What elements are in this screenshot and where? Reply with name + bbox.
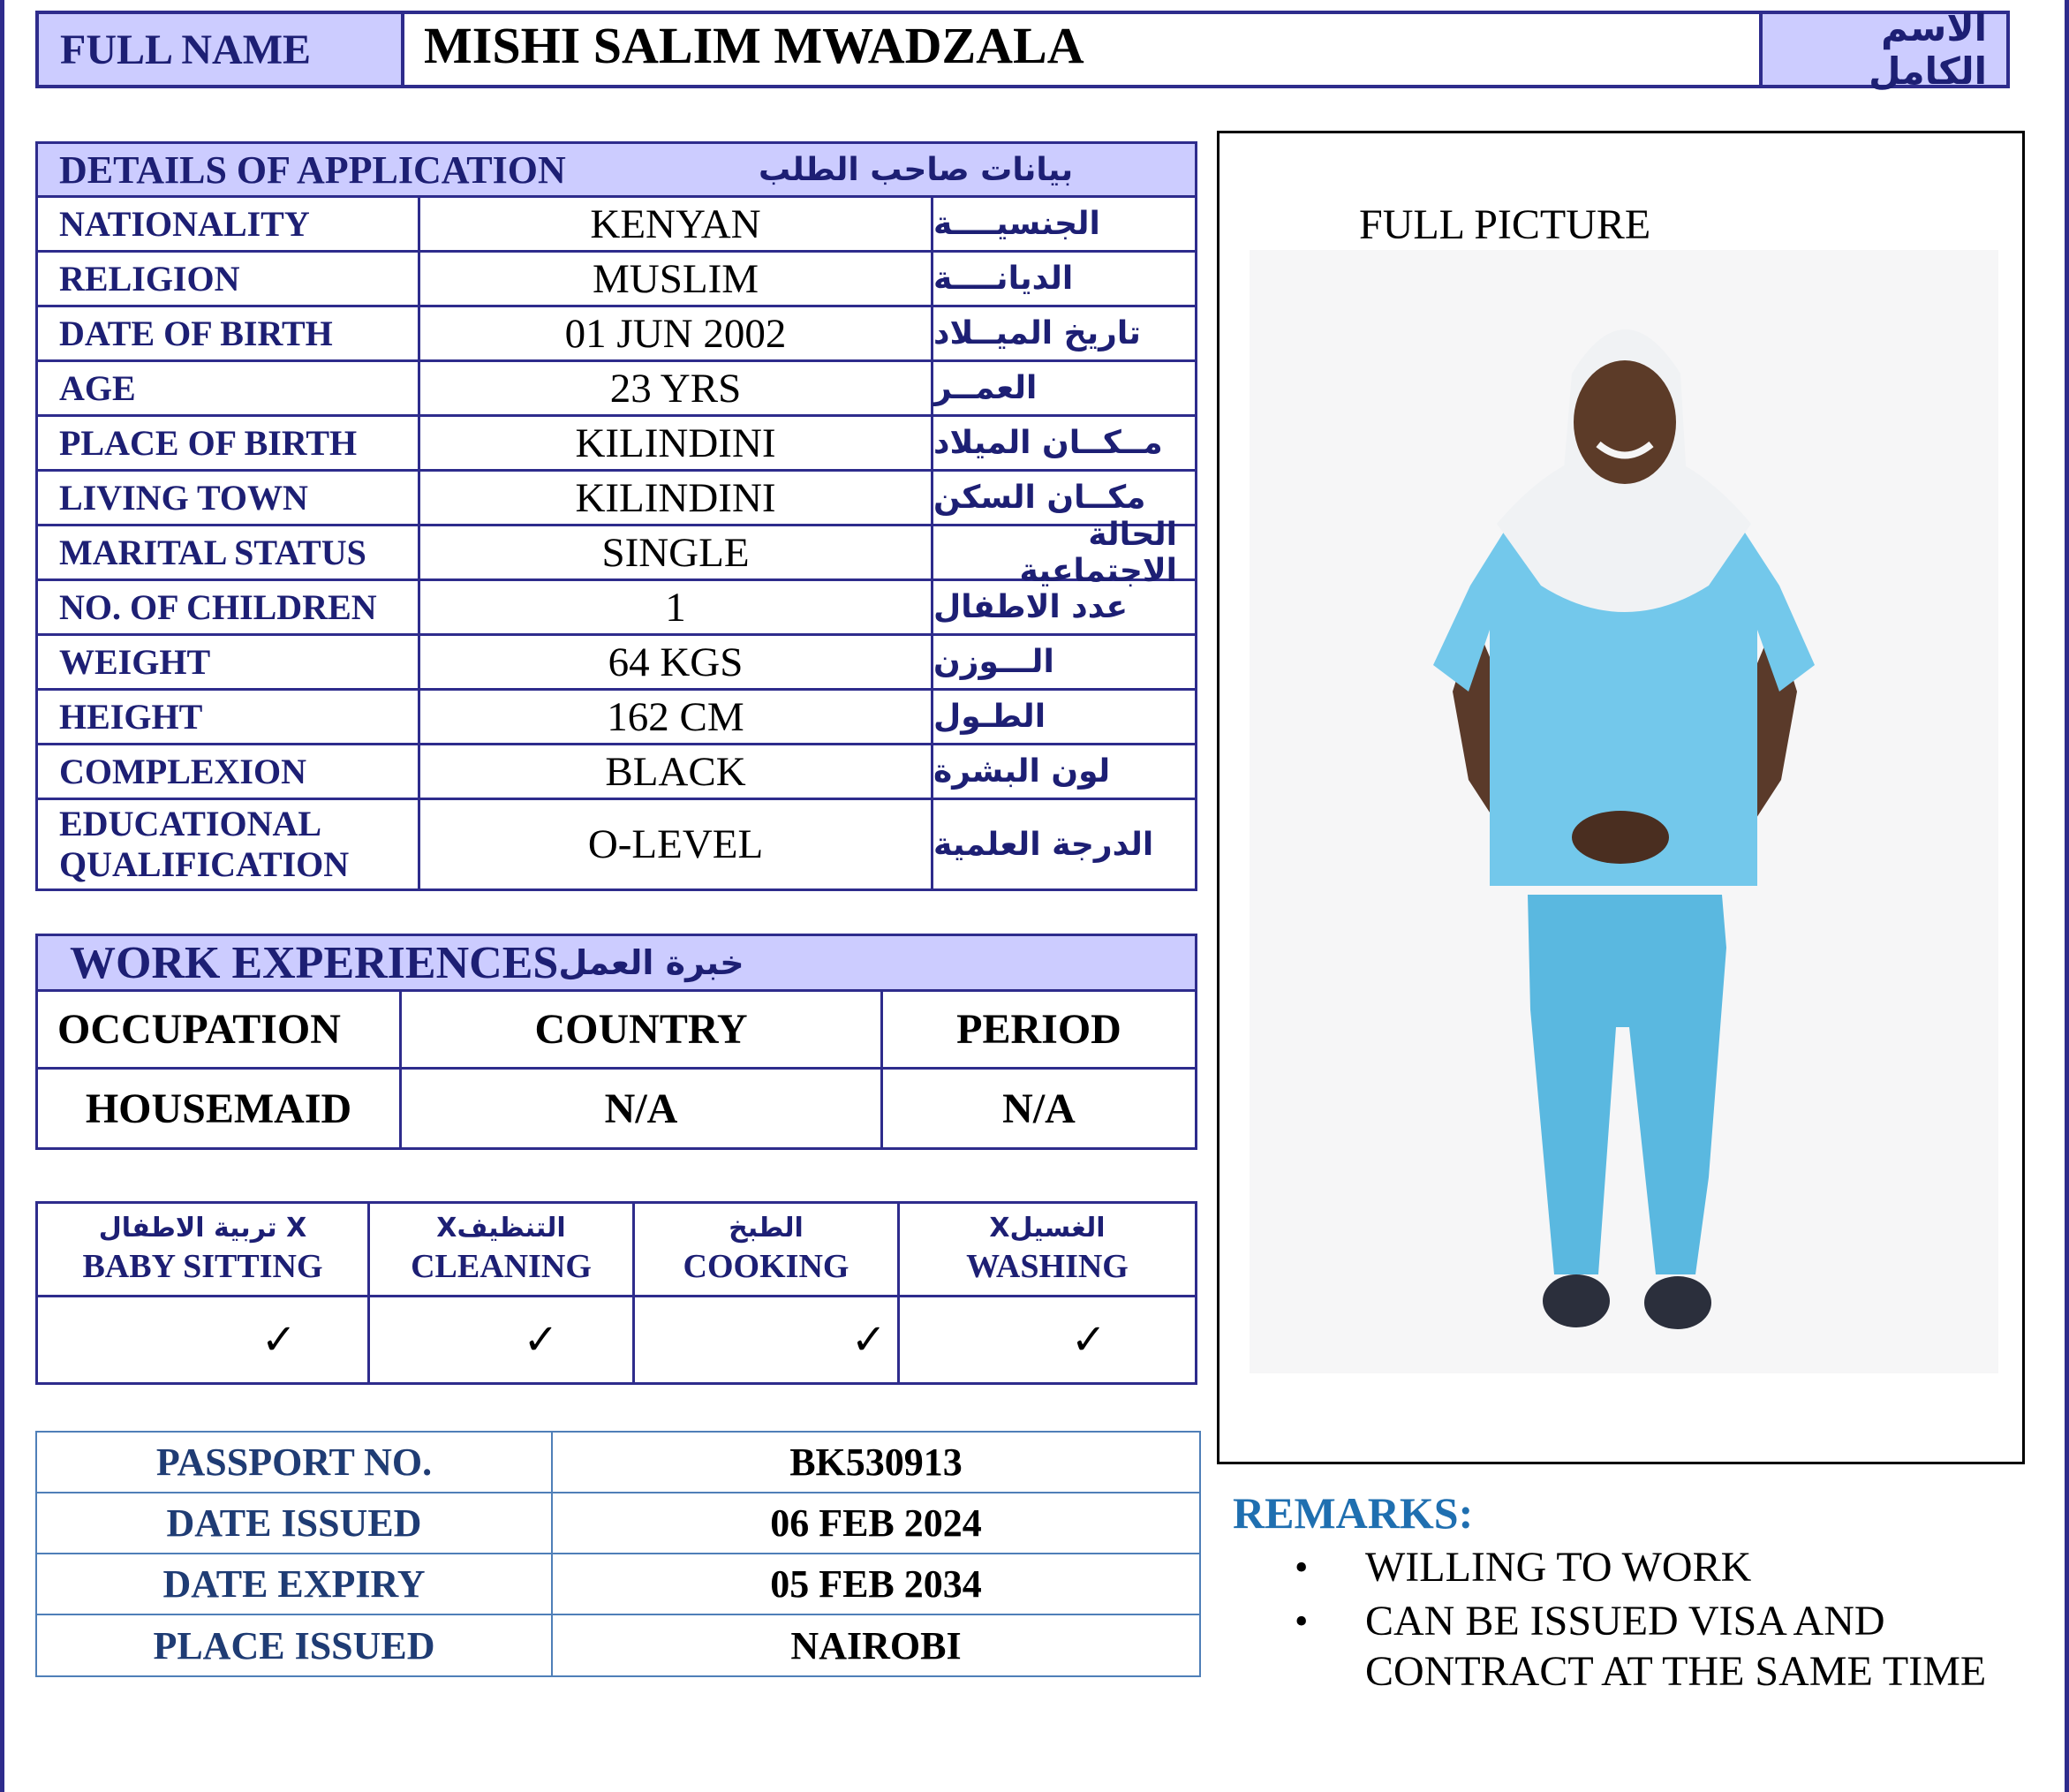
- details-row-children: [38, 581, 1195, 636]
- remarks-title: REMARKS:: [1233, 1488, 1474, 1538]
- details-value: O-LEVEL: [420, 800, 933, 888]
- skill-baby-sitting: [38, 1204, 370, 1295]
- check-icon: ✓: [38, 1297, 370, 1382]
- details-row-complexion: [38, 745, 1195, 800]
- details-row-place-of-birth: [38, 417, 1195, 472]
- work-experience-table: [35, 934, 1197, 1150]
- skill-cooking: [635, 1204, 900, 1295]
- details-label: AGE: [38, 362, 420, 414]
- work-title: WORK EXPERIENCES: [70, 937, 559, 988]
- details-row-age: [38, 362, 1195, 417]
- work-header-period: PERIOD: [956, 1006, 1121, 1053]
- details-table: [35, 141, 1197, 891]
- details-value: 01 JUN 2002: [420, 307, 933, 359]
- work-header-occupation: OCCUPATION: [38, 992, 402, 1067]
- details-value: KILINDINI: [420, 472, 933, 524]
- details-label-ar: لون البشرة: [933, 753, 1111, 790]
- details-row-religion: [38, 253, 1195, 307]
- details-label: WEIGHT: [38, 636, 420, 688]
- passport-row: [37, 1493, 1199, 1554]
- details-title-ar: بيانات صاحب الطلب: [759, 151, 1074, 188]
- details-label-ar: الـــوزن: [933, 644, 1054, 680]
- details-value: 1: [420, 581, 933, 633]
- skill-label: CLEANING: [411, 1248, 592, 1285]
- details-label-ar: مكــان السكن: [933, 480, 1146, 516]
- skill-label-ar: الغسيلX: [989, 1213, 1106, 1244]
- passport-row: [37, 1433, 1199, 1493]
- details-label-ar: تاريخ الميــلاد: [933, 315, 1141, 352]
- details-value: KENYAN: [420, 198, 933, 250]
- person-figure-icon: [1250, 250, 1998, 1373]
- work-occupation: HOUSEMAID: [38, 1070, 402, 1147]
- details-label-ar: عدد الاطفال: [933, 589, 1129, 625]
- photo-label: FULL PICTURE: [1359, 201, 1651, 248]
- details-value: 64 KGS: [420, 636, 933, 688]
- remark-item: • CAN BE ISSUED VISA AND CONTRACT AT THE SAME TIME: [1295, 1596, 2054, 1697]
- passport-row: [37, 1615, 1199, 1675]
- remark-item: • WILLING TO WORK: [1295, 1542, 2054, 1592]
- full-name-label: FULL NAME: [39, 14, 404, 85]
- passport-value: BK530913: [789, 1440, 963, 1484]
- details-label-ar: الدرجة العلمية: [933, 826, 1154, 863]
- work-period: N/A: [1002, 1085, 1076, 1132]
- details-value: 23 YRS: [420, 362, 933, 414]
- check-icon: ✓: [370, 1297, 635, 1382]
- skills-table: [35, 1201, 1197, 1385]
- full-name-value: MISHI SALIM MWADZALA: [424, 16, 1084, 74]
- details-row-marital-status: [38, 516, 1195, 589]
- details-label: NATIONALITY: [38, 198, 420, 250]
- details-label: NO. OF CHILDREN: [38, 581, 420, 633]
- details-row-height: [38, 691, 1195, 745]
- details-label: COMPLEXION: [38, 745, 420, 798]
- skill-washing: [900, 1204, 1195, 1295]
- details-label: [38, 800, 420, 888]
- details-label: HEIGHT: [38, 691, 420, 743]
- check-icon: ✓: [1070, 1317, 1106, 1364]
- details-row-weight: [38, 636, 1195, 691]
- skill-label: WASHING: [966, 1248, 1129, 1285]
- passport-value: 05 FEB 2034: [770, 1562, 982, 1606]
- skills-labels-row: [38, 1204, 1195, 1297]
- passport-table: [35, 1431, 1201, 1677]
- details-value: MUSLIM: [420, 253, 933, 305]
- details-label-line2: QUALIFICATION: [59, 844, 350, 884]
- work-column-headers: [38, 992, 1195, 1070]
- work-title-ar: خبرة العمل: [558, 943, 744, 982]
- details-label-ar: الطـول: [933, 699, 1046, 735]
- details-value: SINGLE: [420, 526, 933, 578]
- details-value: KILINDINI: [420, 417, 933, 469]
- skill-label: BABY SITTING: [82, 1248, 323, 1285]
- details-header: [38, 144, 1195, 198]
- details-label: MARITAL STATUS: [38, 526, 420, 578]
- passport-label: DATE EXPIRY: [37, 1554, 553, 1614]
- details-label-ar: مــكــان الميلاد: [933, 425, 1163, 461]
- details-label: DATE OF BIRTH: [38, 307, 420, 359]
- passport-value: NAIROBI: [790, 1623, 962, 1667]
- passport-label: PLACE ISSUED: [37, 1615, 553, 1675]
- skill-label: COOKING: [683, 1248, 849, 1285]
- work-country: N/A: [402, 1070, 883, 1147]
- full-name-bar: [35, 6, 2010, 93]
- details-label: RELIGION: [38, 253, 420, 305]
- details-label-line1: EDUCATIONAL: [59, 804, 322, 843]
- full-name-label-ar: الاسم الكامل: [1759, 14, 2006, 85]
- details-label-ar: الديانــــة: [933, 261, 1074, 297]
- details-title: DETAILS OF APPLICATION: [59, 147, 566, 192]
- passport-label: DATE ISSUED: [37, 1493, 553, 1553]
- work-row: [38, 1070, 1195, 1147]
- photo-frame: [1217, 131, 2025, 1464]
- applicant-photo: [1250, 250, 1998, 1373]
- details-label-ar: الحالة الاجتماعية: [1019, 516, 1177, 589]
- passport-value: 06 FEB 2024: [770, 1501, 982, 1545]
- details-label-ar: العمــر: [933, 370, 1038, 406]
- page-border-left: [0, 0, 4, 1792]
- details-value: BLACK: [420, 745, 933, 798]
- page-border-right: [2065, 0, 2069, 1792]
- skills-checks-row: [38, 1297, 1195, 1382]
- skill-label-ar: X تربية الاطفال: [98, 1213, 307, 1244]
- skill-cleaning: [370, 1204, 635, 1295]
- remarks-list: [1295, 1542, 2054, 1700]
- passport-label: PASSPORT NO.: [37, 1433, 553, 1492]
- details-label-ar: الجنسيــــة: [933, 206, 1100, 242]
- work-header: [38, 936, 1195, 992]
- check-icon: ✓: [635, 1297, 900, 1382]
- details-label: LIVING TOWN: [38, 472, 420, 524]
- details-value: 162 CM: [420, 691, 933, 743]
- details-row-education: [38, 800, 1195, 888]
- skill-label-ar: الطبخ: [729, 1213, 804, 1244]
- details-row-date-of-birth: [38, 307, 1195, 362]
- passport-row: [37, 1554, 1199, 1615]
- work-header-country: COUNTRY: [402, 992, 883, 1067]
- skill-label-ar: التنظيفX: [436, 1213, 566, 1244]
- details-label: PLACE OF BIRTH: [38, 417, 420, 469]
- details-row-nationality: [38, 198, 1195, 253]
